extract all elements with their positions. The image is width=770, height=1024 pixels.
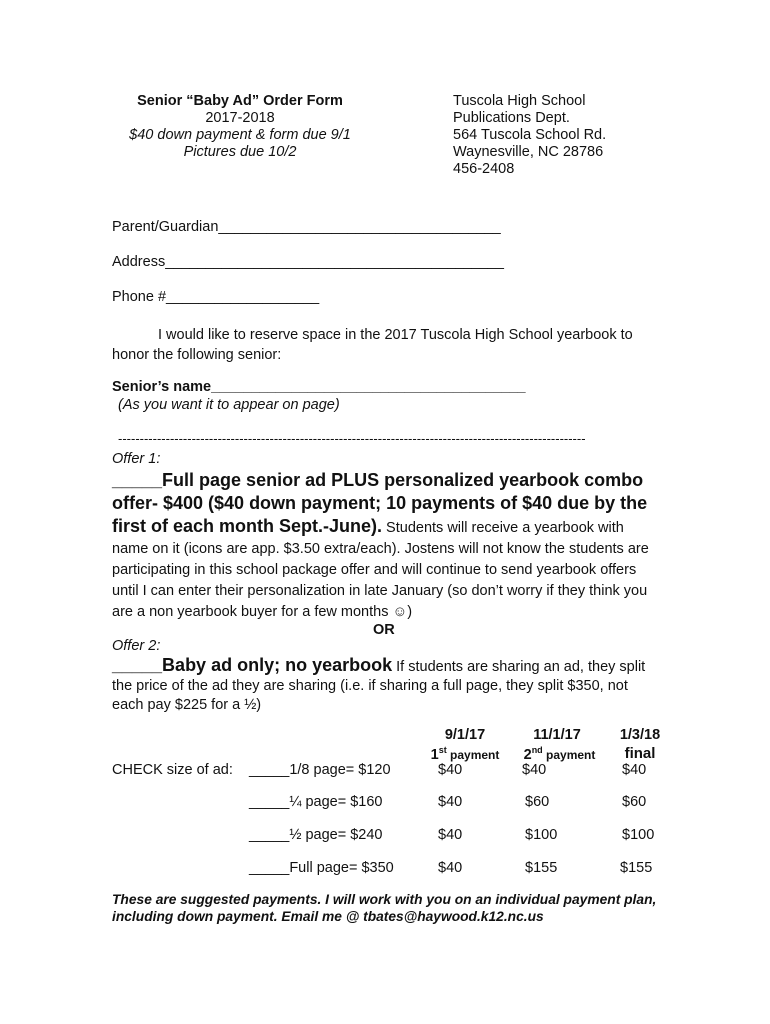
senior-name-field[interactable]: Senior’s name_______________________________________	[112, 379, 526, 395]
school-year: 2017-2018	[205, 110, 275, 126]
footer-note: These are suggested payments. I will work with you on an individual payment plan, including down payment. Email me @ tbates@haywood.k12.nc.us	[112, 892, 657, 924]
header-label-2: 2nd payment	[523, 745, 596, 763]
divider: ------------------------------------------------------------------------------------------------------------	[118, 431, 586, 446]
offer2-label: Offer 2:	[112, 638, 161, 654]
form-header	[110, 93, 370, 161]
school-city: Waynesville, NC 28786	[453, 144, 604, 160]
payment-cell: $155	[620, 860, 653, 876]
check-size-label: CHECK size of ad:	[112, 762, 233, 778]
address-field[interactable]: Address__________________________________________	[112, 254, 504, 270]
down-payment-due: $40 down payment & form due 9/1	[129, 127, 351, 143]
payment-cell: $40	[438, 762, 463, 778]
payment-cell: $60	[525, 794, 550, 810]
school-phone: 456-2408	[453, 161, 515, 177]
offer2-headline[interactable]: _____Baby ad only; no yearbook	[112, 655, 393, 675]
payment-cell: $155	[525, 860, 558, 876]
size-option-full[interactable]: _____Full page= $350	[249, 860, 394, 876]
offer1-body: Students will receive a yearbook with name on it (icons are app. $3.50 extra/each). Jostens will not know the students are participating in this school package offer and will continue to send yearbook offers until I can enter their personalization in late January (so don’t worry if they think you are a non yearbook buyer for a few months ☺)	[112, 520, 649, 620]
school-dept: Publications Dept.	[453, 110, 570, 126]
size-option-half[interactable]: _____½ page= $240	[249, 827, 383, 843]
payment-cell: $40	[438, 860, 463, 876]
offer2-block	[112, 656, 662, 715]
form-title: Senior “Baby Ad” Order Form	[137, 93, 343, 109]
payment-cell: $40	[622, 762, 647, 778]
parent-field[interactable]: Parent/Guardian___________________________________	[112, 219, 501, 235]
header-date-3: 1/3/18	[619, 727, 661, 743]
payment-cell: $60	[622, 794, 647, 810]
pictures-due: Pictures due 10/2	[183, 144, 297, 160]
payment-cell: $100	[622, 827, 655, 843]
size-option-quarter[interactable]: _____¼ page= $160	[249, 794, 383, 810]
offer1-block	[112, 470, 657, 623]
header-label-3: final	[624, 745, 656, 762]
school-address	[453, 93, 606, 178]
payment-cell: $40	[522, 762, 547, 778]
header-date-1: 9/1/17	[444, 727, 486, 743]
header-date-2: 11/1/17	[533, 727, 581, 743]
offer1-headline[interactable]: _____Full page senior ad PLUS personalized yearbook combo offer- $400 ($40 down payment; 10 payments of $40 due by the first of each month Sept.-June).	[112, 470, 648, 536]
phone-field[interactable]: Phone #___________________	[112, 289, 320, 305]
size-option-eighth[interactable]: _____1/8 page= $120	[249, 762, 391, 778]
payment-cell: $40	[438, 794, 463, 810]
payment-cell: $100	[525, 827, 558, 843]
or-separator: OR	[373, 622, 395, 638]
intro-text: I would like to reserve space in the 2017 Tuscola High School yearbook to honor the following senior:	[112, 327, 633, 363]
payment-cell: $40	[438, 827, 463, 843]
senior-name-hint: (As you want it to appear on page)	[118, 397, 340, 413]
offer2-body: If students are sharing an ad, they split the price of the ad they are sharing (i.e. if sharing a full page, they split $350, not each pay $225 for a ½)	[112, 659, 646, 713]
school-name: Tuscola High School	[453, 93, 586, 109]
header-label-1: 1st payment	[430, 745, 500, 763]
offer1-label: Offer 1:	[112, 451, 161, 467]
school-street: 564 Tuscola School Rd.	[453, 127, 607, 143]
